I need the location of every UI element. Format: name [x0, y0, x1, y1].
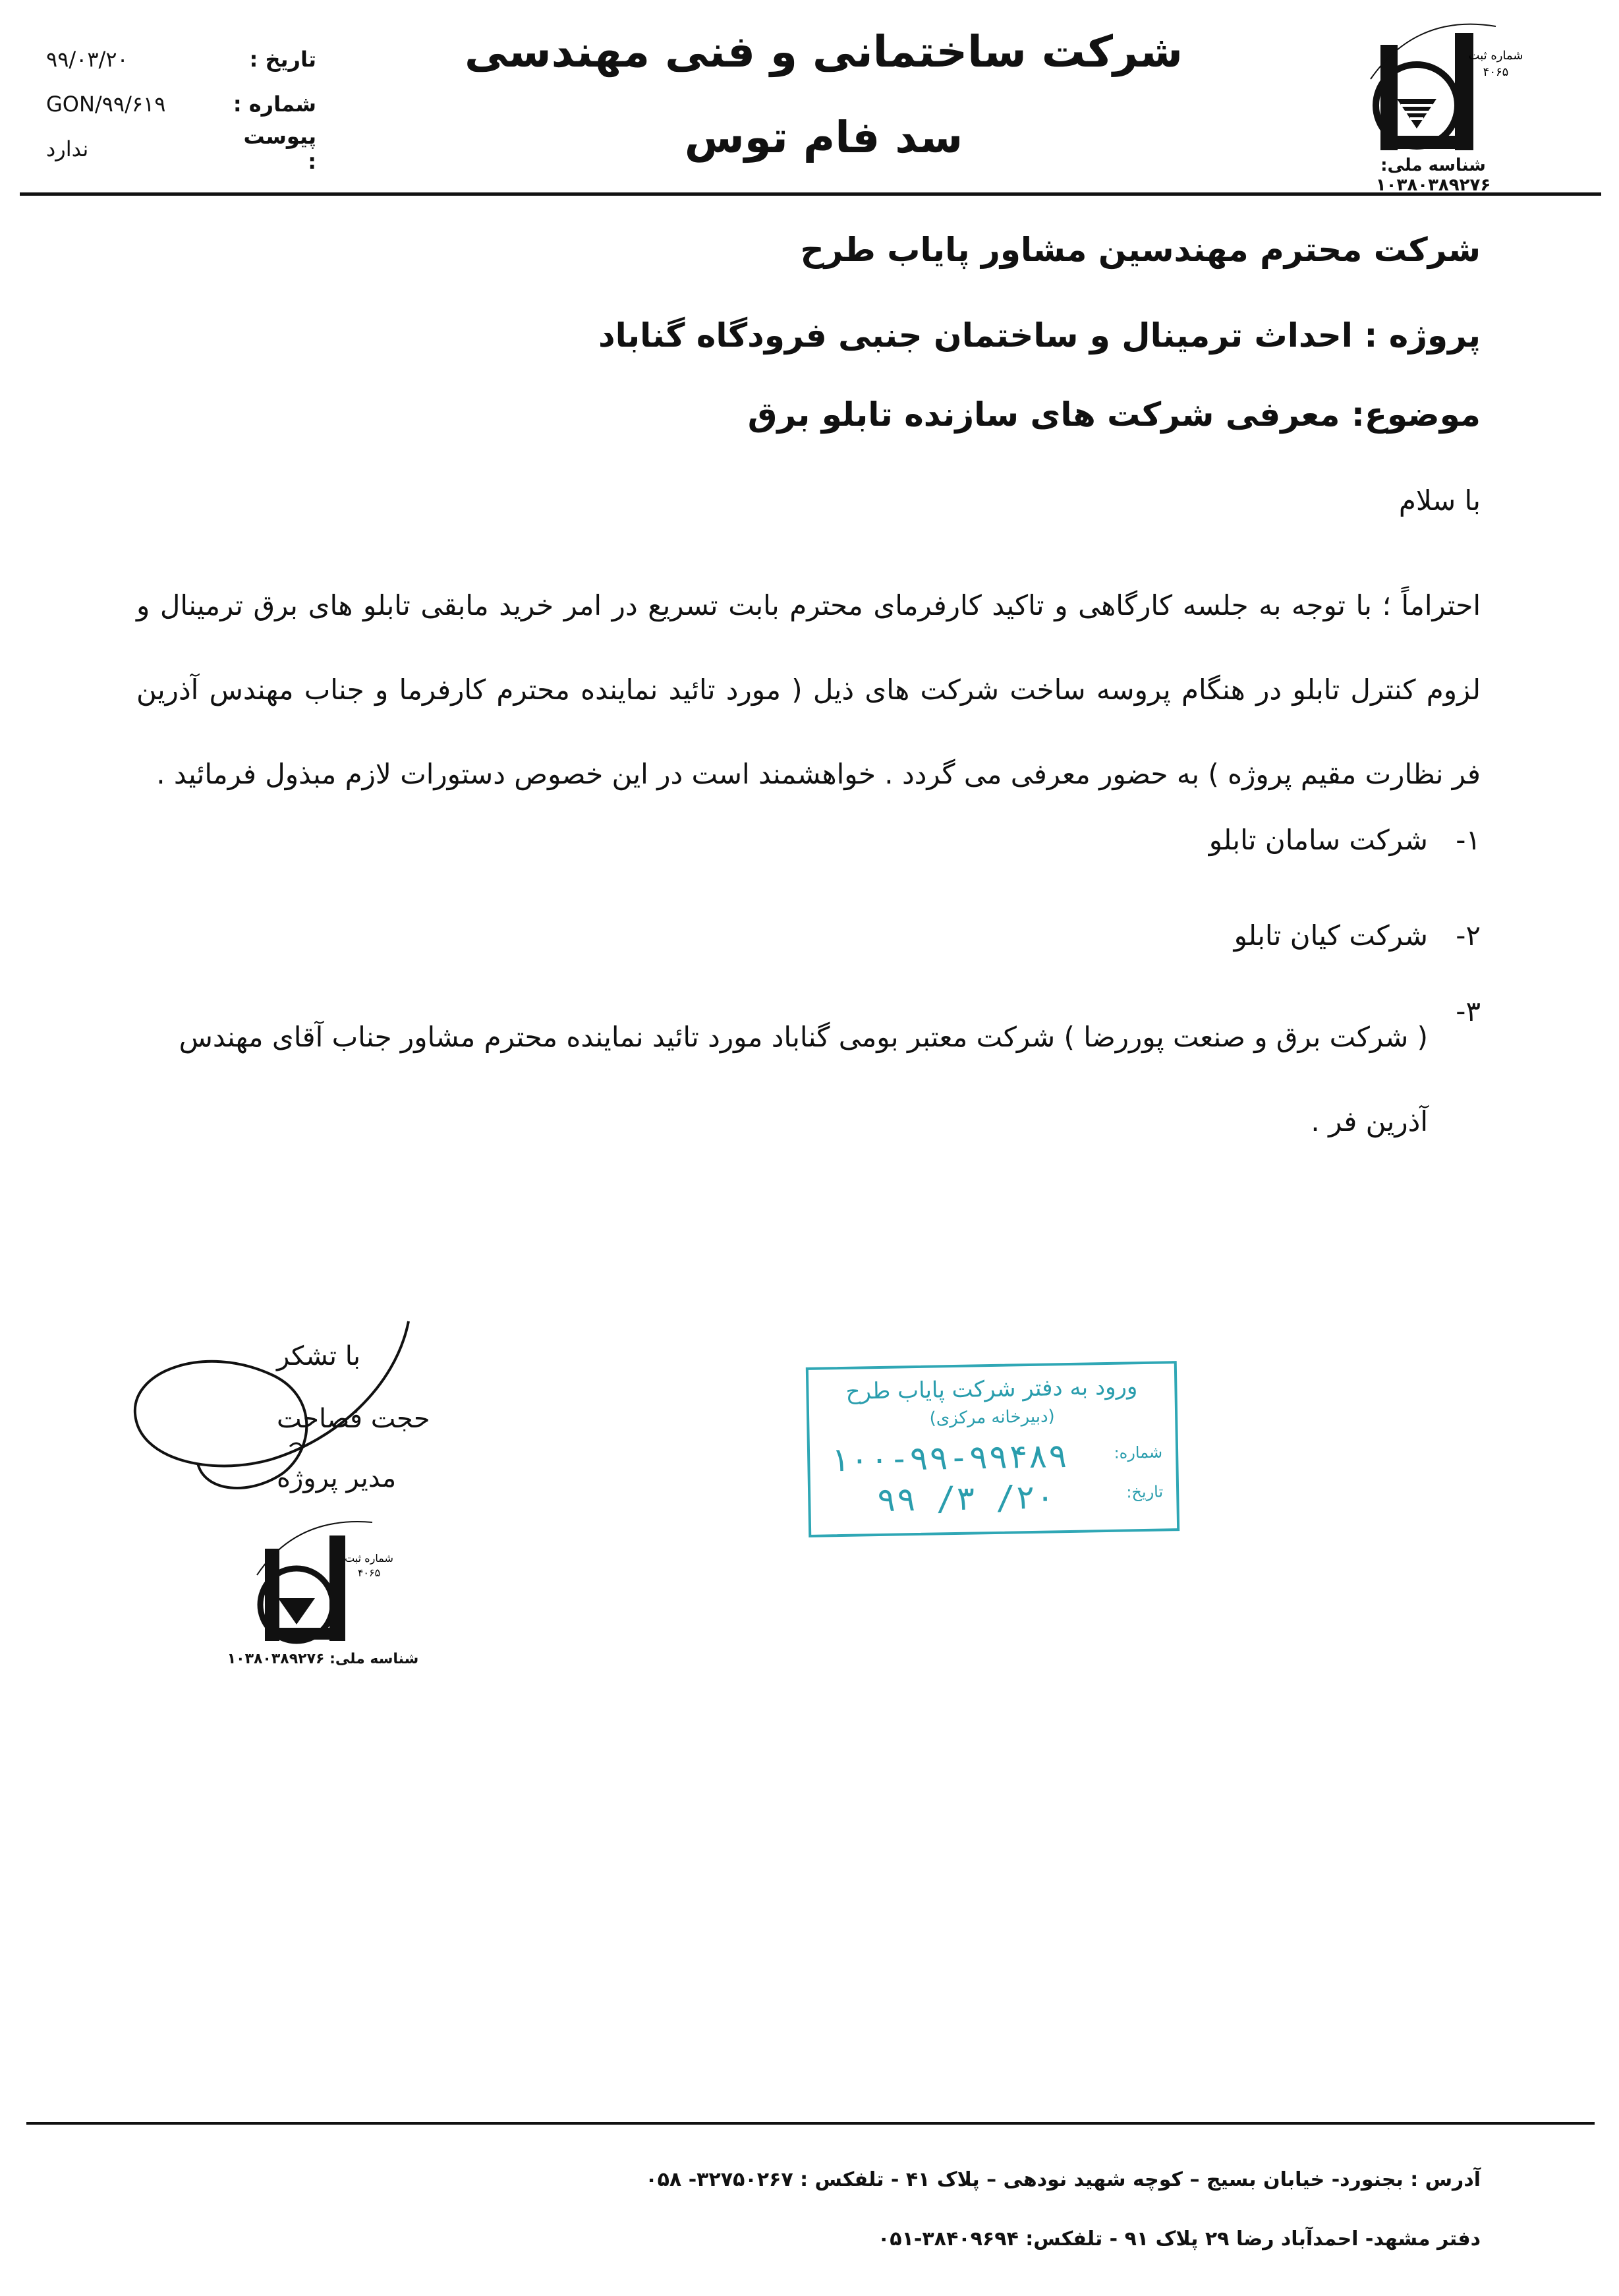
company-title: شرکت ساختمانی و فنی مهندسی	[464, 26, 1183, 77]
meta-number	[40, 84, 316, 124]
list-item-text: شرکت کیان تابلو	[1234, 919, 1428, 952]
signature-name: حجت فصاحت	[277, 1404, 430, 1434]
list-item-text: شرکت سامان تابلو	[1208, 824, 1428, 856]
list-item-number: ۲-	[1456, 919, 1481, 952]
list-item-text: ( شرکت برق و صنعت پوررضا ) شرکت معتبر بومی گناباد مورد تائید نماینده محترم مشاور جناب آقای مهندس آذرین فر .	[179, 1021, 1428, 1137]
company-seal	[231, 1486, 402, 1677]
meta-date	[40, 40, 316, 79]
letter-recipient: شرکت محترم مهندسین مشاور پایاب طرح	[800, 231, 1481, 269]
list-item-number: ۳-	[1456, 995, 1481, 1027]
letter-subject: موضوع: معرفی شرکت های سازنده تابلو برق	[747, 395, 1481, 434]
company-subtitle: سد فام توس	[684, 112, 963, 163]
meta-number-label: شماره :	[233, 92, 316, 117]
footer-mashhad-office: دفتر مشهد- احمدآباد رضا ۲۹ پلاک ۹۱ - تلفکس: ۳۸۴۰۹۶۹۴-۰۵۱	[877, 2227, 1481, 2251]
svg-text:شماره ثبت: شماره ثبت	[345, 1552, 393, 1564]
footer-address: آدرس : بجنورد- خیابان بسیج – کوچه شهید نودهی – پلاک ۴۱ - تلفکس : ۳۲۷۵۰۲۶۷- ۰۵۸	[645, 2168, 1481, 2191]
signature-position: مدیر پروژه	[277, 1463, 397, 1493]
svg-text:۴۰۶۵: ۴۰۶۵	[357, 1566, 381, 1579]
letter-greeting: با سلام	[1398, 484, 1481, 517]
list-item-number: ۱-	[1456, 824, 1481, 856]
stamp-number-label: شماره:	[1114, 1443, 1163, 1462]
meta-date-value: ۹۹/۰۳/۲۰	[46, 47, 128, 72]
stamp-subtitle: (دبیرخانه مرکزی)	[929, 1406, 1055, 1429]
footer-divider	[26, 2122, 1595, 2125]
svg-text:شماره ثبت: شماره ثبت	[1468, 49, 1523, 63]
meta-date-label: تاریخ :	[249, 47, 316, 72]
received-stamp	[806, 1361, 1179, 1537]
signature-closing: با تشکر	[277, 1341, 361, 1371]
stamp-date: ۹۹ /۳ /۲۰	[876, 1478, 1056, 1520]
svg-text:۴۰۶۵: ۴۰۶۵	[1483, 65, 1509, 79]
logo-national-id: شناسه ملی: ۱۰۳۸۰۳۸۹۲۷۶	[1375, 156, 1491, 195]
letter-project: پروژه : احداث ترمینال و ساختمان جنبی فرودگاه گناباد	[598, 316, 1481, 355]
list-item	[136, 824, 1481, 856]
meta-attachment-label: پیوست :	[243, 124, 316, 174]
stamp-date-label: تاریخ:	[1126, 1482, 1164, 1502]
header-divider	[20, 192, 1601, 196]
meta-number-value: GON/۹۹/۶۱۹	[46, 92, 166, 117]
list-item	[136, 919, 1481, 952]
meta-attachment-value: ندارد	[46, 136, 89, 161]
stamp-title: ورود به دفتر شرکت پایاب طرح	[845, 1373, 1138, 1405]
meta-attachment	[40, 124, 316, 174]
letter-paragraph: احتراماً ؛ با توجه به جلسه کارگاهی و تاکید کارفرمای محترم بابت تسریع در امر خرید مابقی تابلو های برق ترمینال و لزوم کنترل تابلو در هنگام پروسه ساخت شرکت های ذیل ( مورد تائید نماینده محترم کارفرما و جناب مهندس آذرین فر نظارت مقیم پروژه ) به حضور معرفی می گردد . خواهشمند است در این خصوص دستورات لازم مبذول فرمائید .	[136, 589, 1481, 790]
seal-national-id: شناسه ملی: ۱۰۳۸۰۳۸۹۲۷۶	[227, 1651, 419, 1667]
company-logo-mark	[1344, 7, 1529, 158]
list-item	[136, 995, 1481, 1164]
stamp-number: ۱۰۰-۹۹-۹۹۴۸۹	[829, 1437, 1068, 1479]
